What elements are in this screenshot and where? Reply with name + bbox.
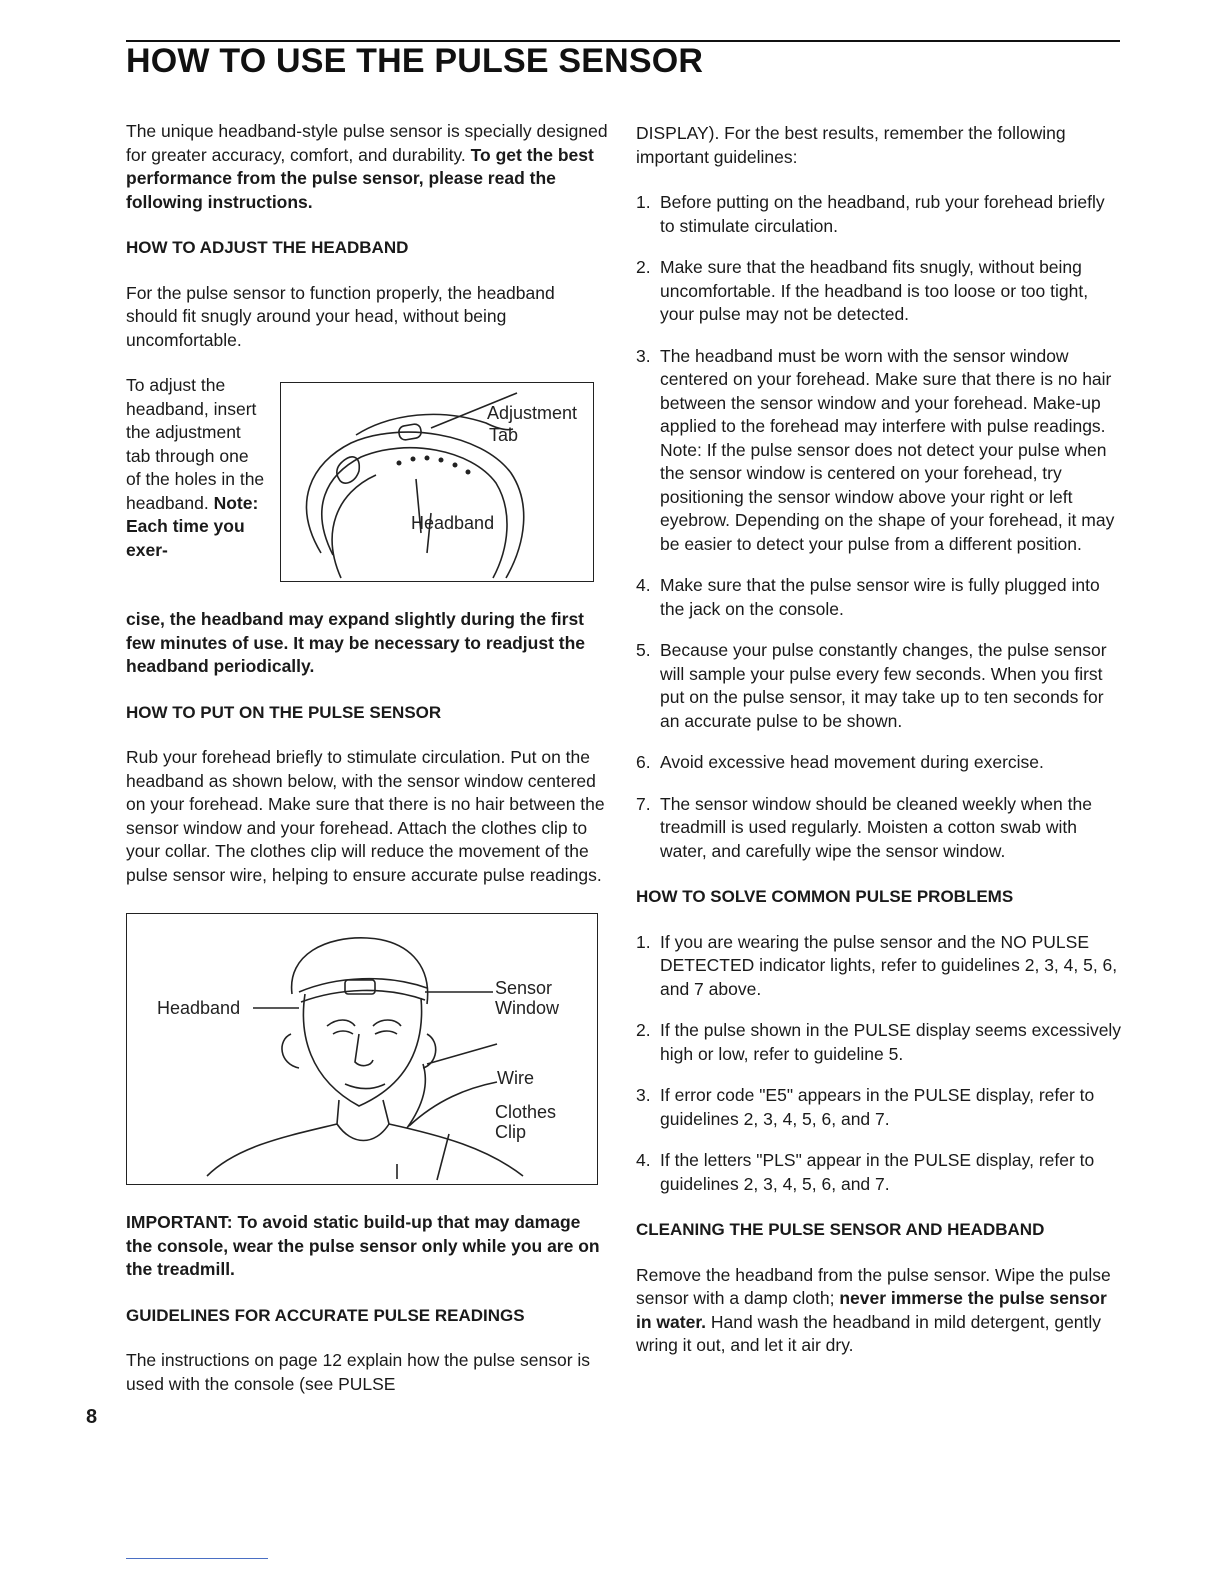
cleaning-text-1: Remove the headband from the pulse sensor. Wipe the pulse sensor with a damp cloth;: [636, 1264, 1111, 1308]
item-number: 2.: [636, 1020, 651, 1040]
adjustment-label: Adjustment: [487, 403, 578, 423]
item-number: 3.: [636, 345, 651, 366]
item-number: 4.: [636, 1150, 651, 1170]
list-item: [636, 751, 1122, 775]
item-text: If the pulse shown in the PULSE display seems excessively high or low, refer to guideline 5.: [660, 1020, 1122, 1064]
cleaning-paragraph: [636, 1264, 1122, 1358]
cleaning-heading: CLEANING THE PULSE SENSOR AND HEADBAND: [636, 1220, 1045, 1239]
right-column: [636, 122, 1122, 1358]
head-figure: [126, 913, 598, 1185]
item-number: 1.: [636, 192, 651, 212]
page-title: HOW TO USE THE PULSE SENSOR: [126, 42, 704, 80]
adjust-block: [126, 374, 610, 626]
headband-figure: [280, 382, 594, 582]
tab-label: Tab: [489, 425, 519, 445]
list-item: [636, 1149, 1122, 1196]
window-label: Window: [495, 998, 560, 1018]
item-text: The sensor window should be cleaned weekly when the treadmill is used regularly. Moisten a cotton swab with water, and carefully wipe the sensor window.: [660, 793, 1092, 861]
item-number: 4.: [636, 575, 651, 595]
list-item: [636, 574, 1122, 621]
item-text: Make sure that the headband fits snugly, without being uncomfortable. If the headband is too loose or too tight, your pulse may not be detected.: [660, 257, 1089, 324]
item-number: 2.: [636, 257, 651, 277]
note-bold-short: Each time you exer-: [126, 516, 245, 560]
adjust-paragraph: For the pulse sensor to function properly, the headband should fit snugly around your head, without being uncomfortable.: [126, 282, 555, 350]
item-text: The headband must be worn with the sensor window centered on your forehead. Make sure that there is no hair between the sensor window and your forehead. Make-up applied to the forehead may interfere with pulse readings. Note: If the pulse sensor does not detect your pulse when the sensor window is centered on your forehead, try positioning the sensor window above your right or left eyebrow. Depending on the shape of your forehead, it may be easier to detect your pulse from a different position.: [660, 345, 1115, 554]
item-number: 3.: [636, 1085, 651, 1105]
note-label: Note:: [213, 492, 259, 513]
continuation-paragraph: DISPLAY). For the best results, remember the following important guidelines:: [636, 123, 1066, 167]
list-item: [636, 191, 1122, 238]
problems-list: [636, 931, 1122, 1197]
note-bold-paragraph: cise, the headband may expand slightly during the first few minutes of use. It may be necessary to readjust the headband periodically.: [126, 609, 586, 676]
puton-paragraph: Rub your forehead briefly to stimulate circulation. Put on the headband as shown below, with the sensor window centered on your forehead. Make sure that there is no hair between the sensor window and your forehead. Attach the clothes clip to your collar. The clothes clip will reduce the movement of the pulse sensor wire, helping to ensure accurate pulse readings.: [126, 747, 605, 885]
item-text: Make sure that the pulse sensor wire is fully plugged into the jack on the console.: [660, 575, 1100, 619]
head-illustration: [127, 914, 597, 1184]
list-item: [636, 256, 1122, 327]
left-column: [126, 120, 610, 1396]
sensor-label: Sensor: [495, 978, 553, 998]
list-item: [636, 345, 1122, 557]
guidelines-list: [636, 191, 1122, 863]
clothes-label: Clothes: [495, 1102, 557, 1122]
adjust-side-text: [126, 374, 266, 562]
intro-paragraph: [126, 120, 610, 214]
important-paragraph: IMPORTANT: To avoid static build-up that may damage the console, wear the pulse sensor only while you are on the treadmill.: [126, 1212, 600, 1279]
item-text: If the letters "PLS" appear in the PULSE display, refer to guidelines 2, 3, 4, 5, 6, and 7.: [660, 1150, 1095, 1194]
page-number: 8: [86, 1406, 98, 1428]
problems-heading: HOW TO SOLVE COMMON PULSE PROBLEMS: [636, 887, 1014, 906]
clip-label: Clip: [495, 1122, 527, 1142]
list-item: [636, 931, 1122, 1002]
puton-heading: HOW TO PUT ON THE PULSE SENSOR: [126, 702, 442, 722]
cleaning-text-2: Hand wash the headband in mild detergent, gently wring it out, and let it air dry.: [636, 1311, 1102, 1355]
wire-label: Wire: [497, 1068, 534, 1088]
list-item: [636, 793, 1122, 864]
adjust-instruction: To adjust the headband, insert the adjustment tab through one of the holes in the headband.: [126, 375, 265, 513]
intro-text: The unique headband-style pulse sensor is specially designed for greater accuracy, comfort, and durability.: [126, 121, 608, 165]
list-item: [636, 639, 1122, 733]
bottom-rule: [126, 1558, 268, 1559]
guidelines-intro: The instructions on page 12 explain how the pulse sensor is used with the console (see PULSE: [126, 1350, 591, 1394]
item-number: 7.: [636, 793, 651, 814]
list-item: [636, 1084, 1122, 1131]
intro-bold-text: To get the best performance from the pulse sensor, please read the following instructions.: [126, 144, 594, 212]
adjust-heading: HOW TO ADJUST THE HEADBAND: [126, 238, 409, 257]
item-number: 1.: [636, 931, 651, 952]
list-item: [636, 1019, 1122, 1066]
cleaning-bold-text: never immerse the pulse sensor in water.: [636, 1288, 1107, 1332]
item-number: 5.: [636, 640, 651, 660]
item-number: 6.: [636, 752, 651, 772]
guidelines-heading: GUIDELINES FOR ACCURATE PULSE READINGS: [126, 1305, 525, 1325]
item-text: If error code "E5" appears in the PULSE display, refer to guidelines 2, 3, 4, 5, 6, and 7.: [660, 1085, 1095, 1129]
fig2-headband-label: Headband: [157, 998, 241, 1018]
headband-label: Headband: [411, 513, 495, 533]
item-text: Because your pulse constantly changes, the pulse sensor will sample your pulse every few seconds. When you first put on the pulse sensor, it may take up to ten seconds for an accurate pulse to be shown.: [660, 640, 1107, 731]
item-text: Before putting on the headband, rub your forehead briefly to stimulate circulation.: [660, 192, 1105, 236]
item-text: If you are wearing the pulse sensor and the NO PULSE DETECTED indicator lights, refer to guidelines 2, 3, 4, 5, 6, and 7 above.: [660, 931, 1118, 999]
item-text: Avoid excessive head movement during exercise.: [660, 752, 1044, 772]
